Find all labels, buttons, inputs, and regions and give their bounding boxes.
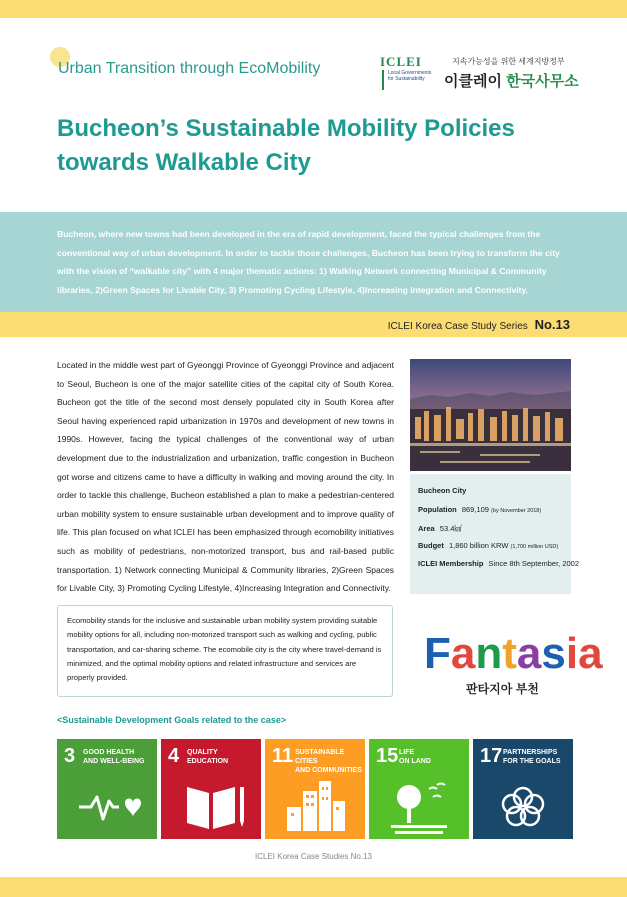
fantasia-logo-mark	[420, 620, 603, 678]
page-title	[57, 112, 577, 180]
sdg-name	[187, 748, 228, 766]
ecomobility-definition: Ecomobility stands for the inclusive and sustainable urban mobility system providing suitable mobility options for all, including non-motorized transport such as walking and cycling, public transportation, and car-sharing scheme. The ecomobile city is the city where travel-demand is minimized, and the optimal mobility options and related infrastructure and services are properly provided.	[67, 616, 382, 683]
sdg-tile-15	[369, 739, 469, 839]
top-color-band	[0, 0, 627, 18]
sdg-name-line-1: LIFE	[399, 749, 415, 756]
iclei-logo	[380, 54, 436, 94]
sdg-name-line-2: ON LAND	[399, 758, 431, 765]
series-title: Urban Transition through EcoMobility	[58, 60, 321, 77]
sdg-tile-17	[473, 739, 573, 839]
case-study-series-label	[388, 317, 570, 332]
sdg-tile-3	[57, 739, 157, 839]
city-population	[418, 505, 541, 514]
iclei-logo-bar	[382, 70, 384, 90]
series-number: No.13	[534, 317, 570, 332]
intro-summary: Bucheon, where new towns had been developed in the era of rapid development, faced the typical challenges from the conventional way of urban development. In order to tackle those challenges, Bucheon has been trying to transform the city with the vision of “walkable city” with 4 major thematic actions: 1) Walking Network connecting Municipal & Community libraries, 2)Green Spaces for Livable City, 3) Promoting Cycling Lifestyle, 4)Increasing Integration and Connectivity.	[57, 229, 560, 295]
sdg-tile-11	[265, 739, 365, 839]
iclei-korea-name-part1: 이클레이	[444, 73, 502, 90]
fantasia-logo-text: Fantasia	[424, 629, 603, 678]
rings-icon	[473, 777, 573, 837]
city-name-text: Bucheon City	[418, 486, 467, 495]
sdg-name-line-2: EDUCATION	[187, 758, 229, 765]
fantasia-korean-text: 판타지아 부천	[466, 682, 539, 696]
iclei-subtitle: Local Governments for Sustainability	[388, 70, 432, 82]
body-paragraph: Located in the middle west part of Gyeonggi Province of Gyeonggi Province and adjacent to Seoul, Bucheon is one of the major satellite cities of the capital city of South Korea. Bucheon got the title of the second most densely populated city in South Korea after Seoul having experienced rapid urbanization in 1970s and development of new towns in 1990s. However, facing the typical challenges of the conventional way of urban development due to the industrialization and urbanization, traffic congestion in Bucheon got worse and citizens came to have a difficulty in walking and moving around the city. In order to tackle this challenge, Bucheon established a plan to make a pedestrian-centered urban mobility system to ensure sustainable urban development and to improve quality of life. This plan focused on what ICLEI has been emphasized through ecomobility initiatives such as mobility of pedestrians, non-motorized transport, bus and rail-based public transportation. 1) Network connecting Municipal & Community libraries, 2)Green Spaces for Livable City, 3) Promoting Cycling Lifestyle, 4)Increasing Integration and Connectivity.	[57, 360, 394, 594]
iclei-wordmark: ICLEI	[380, 54, 422, 69]
sdg-name-line-1: GOOD HEALTH	[83, 749, 135, 756]
ecomobility-definition-box	[57, 605, 393, 697]
fantasia-bucheon-logo	[420, 620, 603, 700]
sdg-name-line-1: PARTNERSHIPS	[503, 749, 558, 756]
sdg-number: 3	[64, 745, 76, 767]
membership-label: ICLEI Membership	[418, 559, 484, 568]
iclei-korea-name-part2: 한국사무소	[506, 73, 579, 90]
budget-value: 1,860 billion KRW	[448, 541, 509, 550]
city-membership	[418, 559, 579, 568]
city-info-box	[410, 474, 580, 594]
buildings-icon	[265, 777, 365, 837]
sdg-name-line-2: AND WELL-BEING	[83, 758, 145, 765]
sdg-name-line-1: SUSTAINABLE CITIES	[295, 749, 345, 765]
heartbeat-icon	[57, 777, 157, 837]
iclei-korea-tagline: 지속가능성을 위한 세계지방정부	[452, 57, 565, 66]
footer: ICLEI Korea Case Studies No.13	[255, 852, 372, 861]
city-skyline-image	[410, 359, 571, 471]
sdg-number: 15	[376, 745, 399, 767]
bucheon-city-photo	[410, 359, 571, 471]
sdg-name-line-2: AND COMMUNITIES	[295, 767, 362, 774]
city-budget	[418, 541, 558, 550]
tree-icon	[369, 777, 469, 837]
book-icon	[161, 777, 261, 837]
sdg-number: 4	[168, 745, 180, 767]
sdg-name	[503, 748, 561, 766]
sdg-name-line-2: FOR THE GOALS	[503, 758, 561, 765]
population-label: Population	[418, 505, 457, 514]
sdg-tile-4	[161, 739, 261, 839]
budget-note: (1,700 million USD)	[510, 544, 559, 550]
population-note: (by November 2018)	[491, 508, 542, 514]
population-value: 869,109	[461, 505, 489, 514]
page-title-line-1: Bucheon’s Sustainable Mobility Policies	[57, 115, 515, 142]
membership-value: Since 8th September, 2002	[488, 559, 580, 568]
area-value: 53.4㎢	[439, 524, 462, 533]
page-title-line-2: towards Walkable City	[57, 149, 311, 176]
sdg-heading: <Sustainable Development Goals related to the case>	[57, 715, 287, 725]
bottom-color-band	[0, 877, 627, 897]
series-label-text: ICLEI Korea Case Study Series	[387, 321, 528, 332]
city-name	[418, 486, 469, 495]
sdg-name	[83, 748, 144, 766]
budget-label: Budget	[418, 541, 444, 550]
sdg-name-line-1: QUALITY	[187, 749, 218, 756]
sdg-name	[295, 748, 365, 775]
area-label: Area	[418, 524, 435, 533]
iclei-korea-office-name	[444, 70, 579, 91]
city-area	[418, 523, 462, 534]
sdg-number: 17	[480, 745, 503, 767]
sdg-name	[399, 748, 431, 766]
sdg-number: 11	[272, 745, 294, 767]
